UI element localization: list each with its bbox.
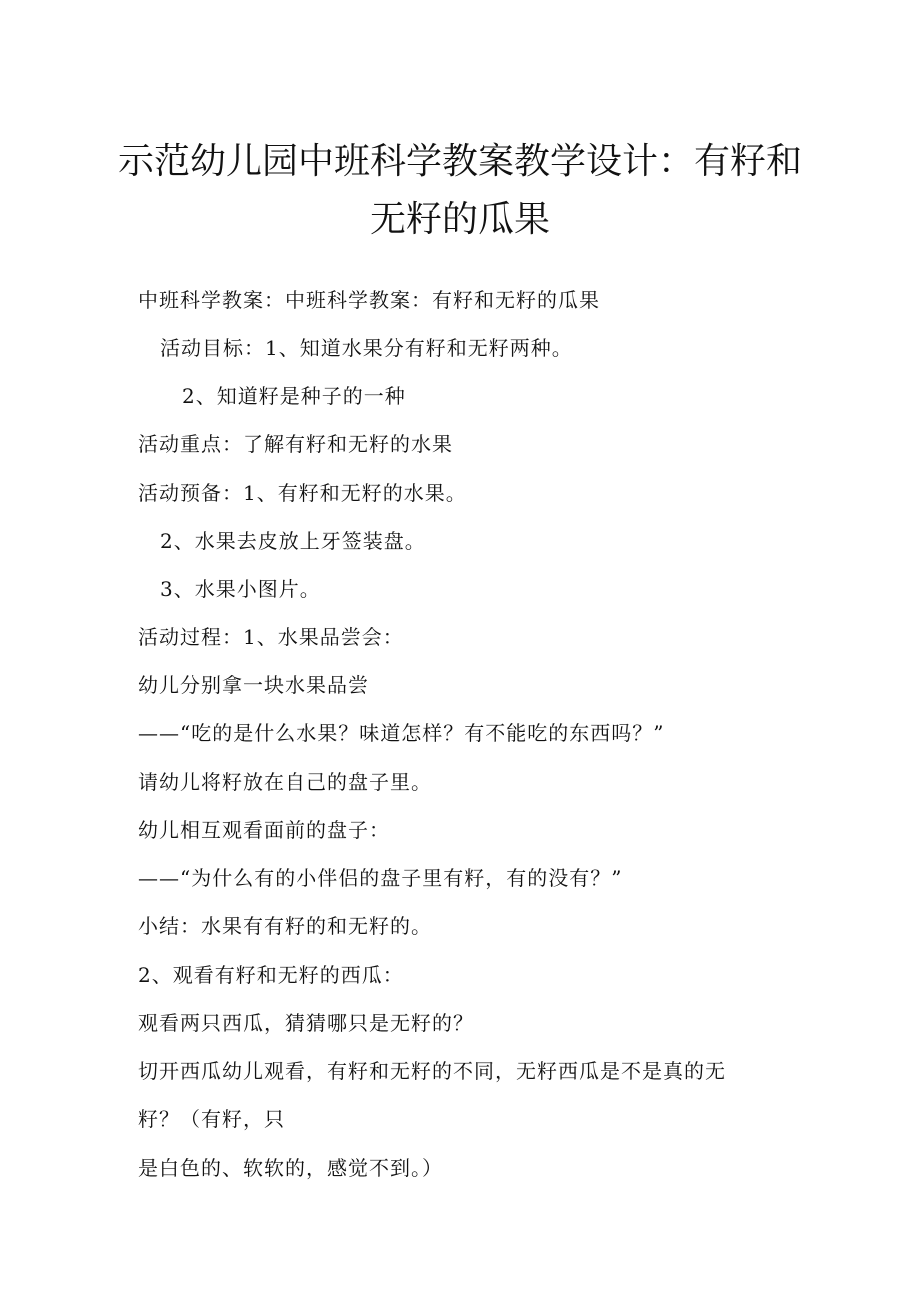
document-title-line-1: 示范幼儿园中班科学教案教学设计：有籽和 — [117, 141, 802, 182]
paragraph-line: 是白色的、软软的，感觉不到。） — [138, 1156, 443, 1180]
paragraph-line: 2、知道籽是种子的一种 — [182, 384, 406, 408]
paragraph-line: 幼儿相互观看面前的盘子： — [138, 818, 390, 842]
paragraph-line: 2、水果去皮放上牙签装盘。 — [160, 529, 426, 553]
paragraph-line: 2、观看有籽和无籽的西瓜： — [138, 963, 404, 987]
paragraph-line: 活动目标：1、知道水果分有籽和无籽两种。 — [160, 336, 573, 360]
paragraph-line: 切开西瓜幼儿观看，有籽和无籽的不同，无籽西瓜是不是真的无 — [138, 1059, 726, 1083]
paragraph-line: 3、水果小图片。 — [160, 577, 321, 601]
paragraph-line: 小结：水果有有籽的和无籽的。 — [138, 914, 432, 938]
paragraph-line: 活动过程：1、水果品尝会： — [138, 625, 404, 649]
paragraph-line: 请幼儿将籽放在自己的盘子里。 — [138, 770, 432, 794]
paragraph-line: 中班科学教案：中班科学教案：有籽和无籽的瓜果 — [138, 288, 600, 312]
paragraph-line: 活动预备：1、有籽和无籽的水果。 — [138, 481, 467, 505]
paragraph-line: 籽？（有籽，只 — [138, 1107, 285, 1131]
document-title-line-2: 无籽的瓜果 — [369, 199, 550, 240]
paragraph-line: ——“吃的是什么水果？味道怎样？有不能吃的东西吗？” — [138, 721, 665, 745]
paragraph-line: 幼儿分别拿一块水果品尝 — [138, 673, 369, 697]
paragraph-line: 活动重点：了解有籽和无籽的水果 — [138, 432, 453, 456]
paragraph-line: 观看两只西瓜，猜猜哪只是无籽的？ — [138, 1011, 474, 1035]
paragraph-line: ——“为什么有的小伴侣的盘子里有籽，有的没有？” — [138, 866, 623, 890]
